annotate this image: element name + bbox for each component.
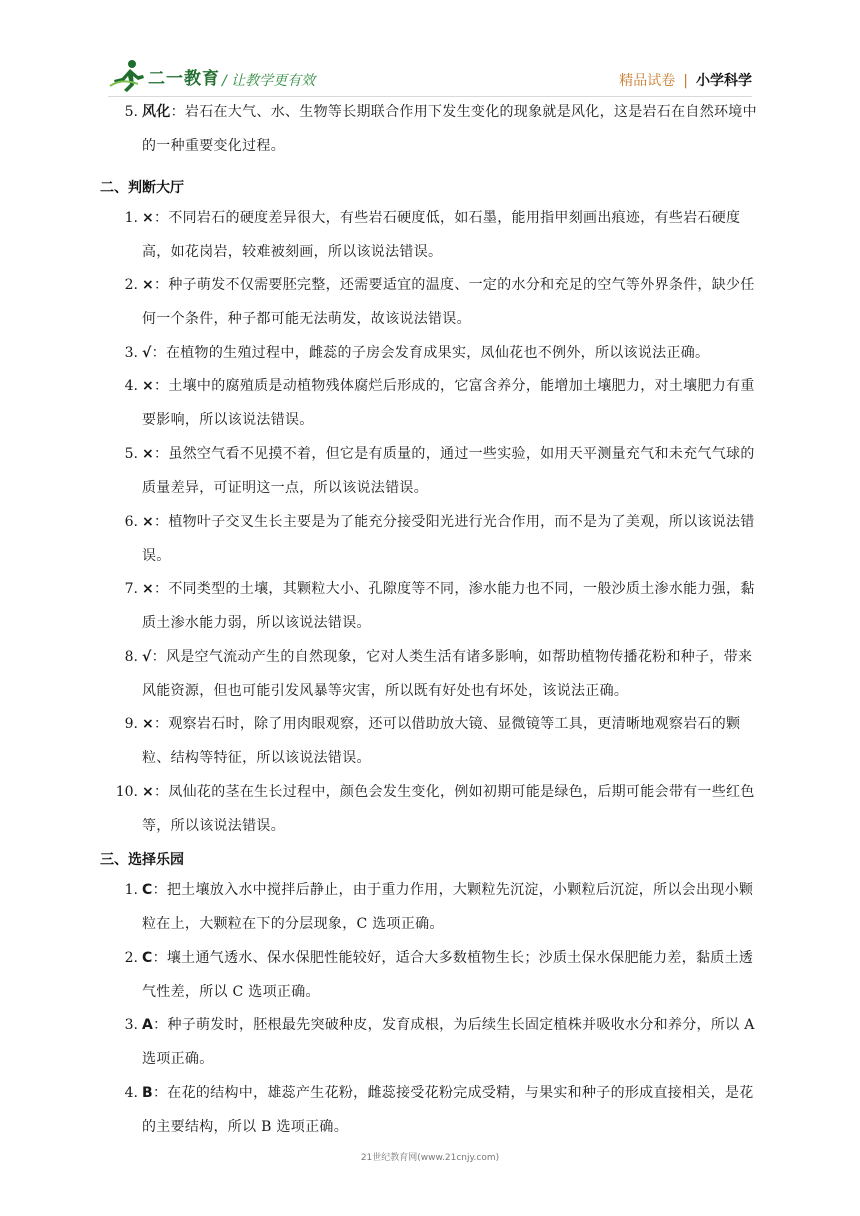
runner-logo-icon <box>108 58 148 92</box>
item-text <box>142 201 762 269</box>
item-text <box>142 268 762 336</box>
item-number: 9. <box>124 716 138 732</box>
item-number: 7. <box>124 581 138 597</box>
item-lead: × <box>142 378 155 394</box>
item-number: 4. <box>124 1085 138 1101</box>
item-text <box>142 707 762 775</box>
item-body: ：虽然空气看不见摸不着，但它是有质量的，通过一些实验，如用天平测量充气和未充气气球的质量差异，可证明这一点，所以该说法错误。 <box>142 446 755 496</box>
item-lead: B <box>142 1085 153 1101</box>
item-number: 6. <box>124 514 138 530</box>
item-number: 1. <box>124 210 138 226</box>
item-body: ：不同类型的土壤，其颗粒大小、孔隙度等不同，渗水能力也不同，一般沙质土渗水能力强，黏质土渗水能力弱，所以该说法错误。 <box>142 581 755 631</box>
item-lead: × <box>142 210 155 226</box>
paper-badge: 精品试卷 <box>619 73 676 89</box>
page-header <box>0 0 860 100</box>
item-lead: A <box>142 1017 154 1033</box>
item-number: 1. <box>124 882 138 898</box>
item-number: 2. <box>124 277 138 293</box>
subject-label: 小学科学 <box>696 73 752 89</box>
item-text <box>142 437 762 505</box>
header-right <box>619 70 752 90</box>
item-lead: × <box>142 784 155 800</box>
item-text <box>142 775 762 843</box>
item-lead: × <box>142 446 155 462</box>
item-lead: × <box>142 277 155 293</box>
item-lead: × <box>142 581 155 597</box>
item-text <box>142 95 762 163</box>
item-body: ：把土壤放入水中搅拌后静止，由于重力作用，大颗粒先沉淀，小颗粒后沉淀，所以会出现小颗粒在上，大颗粒在下的分层现象，C 选项正确。 <box>142 882 754 932</box>
item-number: 5. <box>124 104 138 120</box>
item-text <box>142 505 762 573</box>
item-text <box>142 336 762 370</box>
item-text <box>142 941 762 1009</box>
item-number: 8. <box>124 649 138 665</box>
item-lead: 风化 <box>142 104 171 120</box>
item-lead: √ <box>142 345 152 361</box>
item-number: 5. <box>124 446 138 462</box>
item-body: ：在花的结构中，雄蕊产生花粉，雌蕊接受花粉完成受精，与果实和种子的形成直接相关，是花的主要结构，所以 B 选项正确。 <box>142 1085 754 1135</box>
item-body: ：种子萌发时，胚根最先突破种皮，发育成根，为后续生长固定植株并吸收水分和养分，所以 A 选项正确。 <box>142 1017 755 1067</box>
item-body: ：在植物的生殖过程中，雌蕊的子房会发育成果实，凤仙花也不例外，所以该说法正确。 <box>151 345 710 361</box>
item-body: ：不同岩石的硬度差异很大，有些岩石硬度低，如石墨，能用指甲刻画出痕迹，有些岩石硬度高，如花岗岩，较难被刻画，所以该说法错误。 <box>142 210 741 260</box>
item-text <box>142 873 762 941</box>
brand-logo <box>108 58 228 94</box>
item-lead: C <box>142 882 153 898</box>
item-body: ：观察岩石时，除了用肉眼观察，还可以借助放大镜、显微镜等工具，更清晰地观察岩石的颗粒、结构等特征，所以该说法错误。 <box>142 716 741 766</box>
item-text <box>142 572 762 640</box>
item-text <box>142 1076 762 1144</box>
header-slogan: / 让教学更有效 <box>222 73 316 89</box>
item-body: ：植物叶子交叉生长主要是为了能充分接受阳光进行光合作用，而不是为了美观，所以该说法错误。 <box>142 514 755 564</box>
header-separator: | <box>683 73 688 89</box>
section-title-judgment: 二、判断大厅 <box>100 180 184 196</box>
item-lead: C <box>142 950 153 966</box>
logo-text: 二一教育 <box>148 69 220 89</box>
item-number: 10. <box>115 784 138 800</box>
item-body: ：风是空气流动产生的自然现象，它对人类生活有诸多影响，如帮助植物传播花粉和种子，带来风能资源，但也可能引发风暴等灾害，所以既有好处也有坏处，该说法正确。 <box>142 649 753 699</box>
item-lead: × <box>142 716 155 732</box>
item-lead: × <box>142 514 155 530</box>
item-number: 3. <box>124 1017 138 1033</box>
section-title-choice: 三、选择乐园 <box>100 852 184 868</box>
item-body: ：岩石在大气、水、生物等长期联合作用下发生变化的现象就是风化，这是岩石在自然环境中的一种重要变化过程。 <box>142 104 757 154</box>
item-number: 3. <box>124 345 138 361</box>
item-text <box>142 640 762 708</box>
item-number: 2. <box>124 950 138 966</box>
item-body: ：种子萌发不仅需要胚完整，还需要适宜的温度、一定的水分和充足的空气等外界条件，缺少任何一个条件，种子都可能无法萌发，故该说法错误。 <box>142 277 755 327</box>
page-footer: 21世纪教育网(www.21cnjy.com) <box>360 1153 500 1163</box>
item-body: ：壤土通气透水、保水保肥性能较好，适合大多数植物生长；沙质土保水保肥能力差，黏质土透气性差，所以 C 选项正确。 <box>142 950 754 1000</box>
item-body: ：凤仙花的茎在生长过程中，颜色会发生变化，例如初期可能是绿色，后期可能会带有一些红色等，所以该说法错误。 <box>142 784 755 834</box>
item-body: ：土壤中的腐殖质是动植物残体腐烂后形成的，它富含养分，能增加土壤肥力，对土壤肥力有重要影响，所以该说法错误。 <box>142 378 755 428</box>
item-text <box>142 1008 762 1076</box>
item-text <box>142 369 762 437</box>
item-lead: √ <box>142 649 152 665</box>
item-number: 4. <box>124 378 138 394</box>
